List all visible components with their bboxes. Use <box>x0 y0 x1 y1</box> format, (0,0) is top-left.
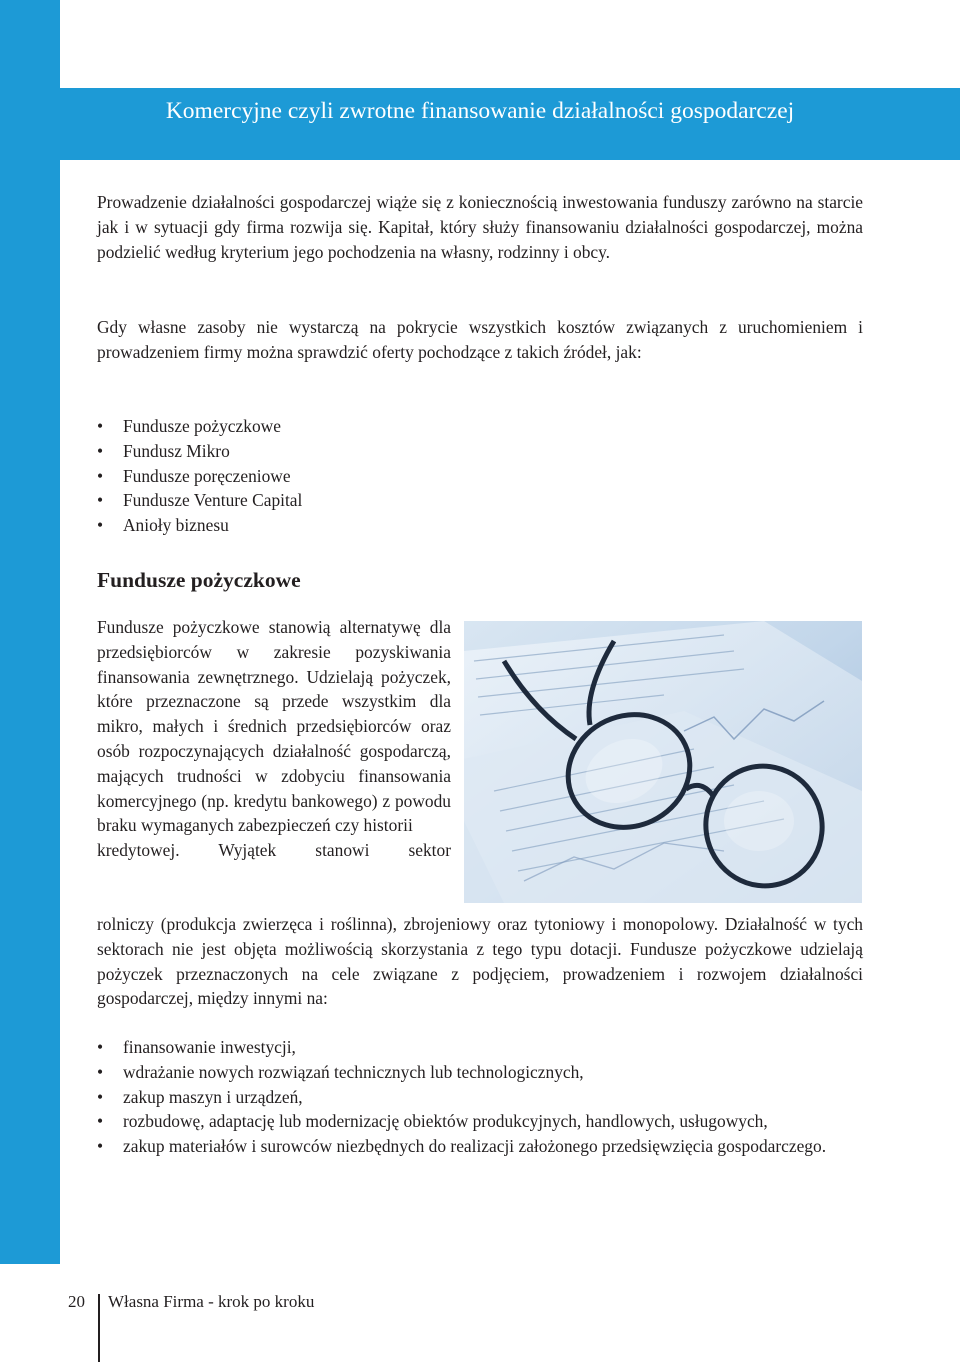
list-item: • Fundusze poręczeniowe <box>97 464 863 489</box>
list-item: • wdrażanie nowych rozwiązań technicznych lub technologicznych, <box>97 1060 863 1085</box>
list-item: • zakup maszyn i urządzeń, <box>97 1085 863 1110</box>
footer-divider <box>98 1294 100 1362</box>
purposes-list <box>97 1035 863 1159</box>
section-heading: Fundusze pożyczkowe <box>97 568 301 592</box>
list-item: • Fundusze Venture Capital <box>97 488 863 513</box>
list-item: • finansowanie inwestycji, <box>97 1035 863 1060</box>
glasses-on-documents-photo <box>464 621 862 903</box>
section-body-column <box>97 615 451 863</box>
section-body-column-text: Fundusze pożyczkowe stanowią alternatywę dla przedsiębiorców w zakresie pozyskiwania finansowania zewnętrznego. Udzielają pożyczek, które przeznaczone są przede wszystkim dla mikro, małych i średnich przedsiębiorców oraz osób rozpoczynających działalność gospodarczą, mających trudności w zdobyciu finansowania komercyjnego (np. kredytu bankowego) z powodu braku wymaganych zabezpieczeń czy historii <box>97 617 451 836</box>
list-item: • Fundusz Mikro <box>97 439 863 464</box>
intro-paragraph: Prowadzenie działalności gospodarczej wiąże się z koniecznością inwestowania funduszy zarówno na starcie jak i w sytuacji gdy firma rozwija się. Kapitał, który służy finansowaniu działalności gospodarczej, można podzielić według kryterium jego pochodzenia na własny, rodzinny i obcy. <box>97 192 863 262</box>
list-item: • Anioły biznesu <box>97 513 863 538</box>
page-title: Komercyjne czyli zwrotne finansowanie działalności gospodarczej <box>165 98 795 124</box>
list-item: • zakup materiałów i surowców niezbędnych do realizacji założonego przedsięwzięcia gospodarczego. <box>97 1134 863 1159</box>
page-number: 20 <box>68 1292 85 1311</box>
list-item: • rozbudowę, adaptację lub modernizację obiektów produkcyjnych, handlowych, usługowych, <box>97 1109 863 1134</box>
sources-intro-paragraph: Gdy własne zasoby nie wystarczą na pokrycie wszystkich kosztów związanych z uruchomieniem i prowadzeniem firmy można sprawdzić oferty pochodzące z takich źródeł, jak: <box>97 317 863 362</box>
side-accent-bar <box>0 0 60 1264</box>
section-body-column-last-line: kredytowej. Wyjątek stanowi sektor <box>97 840 451 861</box>
publication-title: Własna Firma - krok po kroku <box>108 1292 315 1311</box>
sources-list <box>97 414 863 538</box>
list-item: • Fundusze pożyczkowe <box>97 414 863 439</box>
section-body-continued: rolniczy (produkcja zwierzęca i roślinna), zbrojeniowy oraz tytoniowy i monopolowy. Działalność w tych sektorach nie jest objęta możliwością skorzystania z tego typu dotacji. Fundusze pożyczkowe udzielają pożyczek przeznaczonych na cele związane z podjęciem, prowadzeniem i rozwojem działalności gospodarczej, między innymi na: <box>97 914 863 1009</box>
